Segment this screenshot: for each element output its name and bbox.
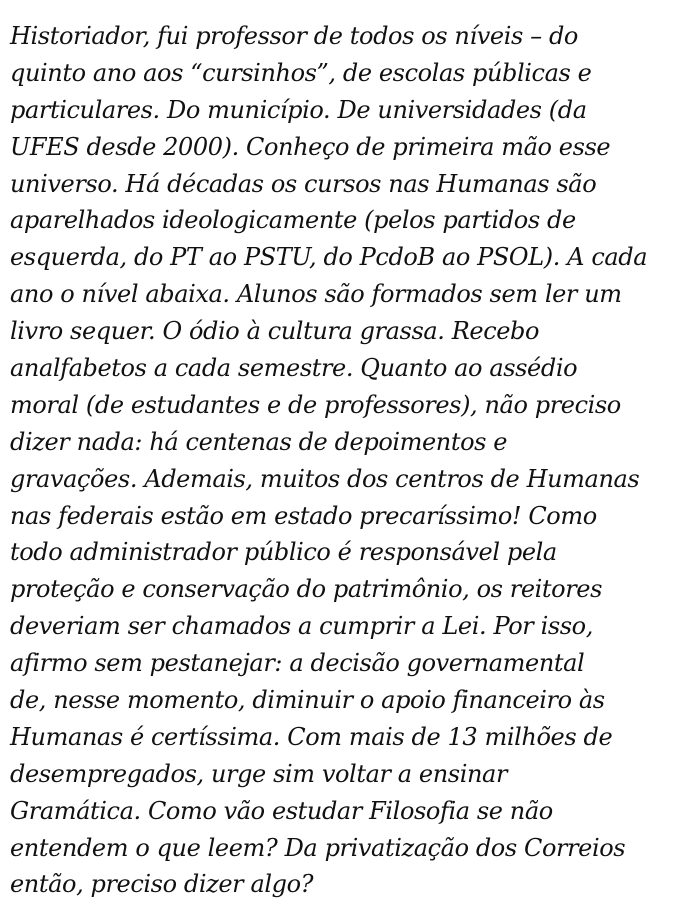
text-line-17: deveriam ser chamados a cumprir a Lei. Por isso,	[10, 612, 593, 641]
text-line-1: Historiador, fui professor de todos os níveis – do	[10, 22, 578, 50]
text-line-7: esquerda, do PT ao PSTU, do PcdoB ao PSOL). A cada	[10, 243, 648, 272]
handwritten-text-block	[10, 18, 690, 903]
text-line-24: então, preciso dizer algo?	[10, 870, 314, 899]
text-line-12: dizer nada: há centenas de depoimentos e	[10, 427, 508, 456]
text-line-11: moral (de estudantes e de professores), não preciso	[10, 390, 621, 419]
text-line-10: analfabetos a cada semestre. Quanto ao assédio	[10, 354, 578, 383]
text-line-19: de, nesse momento, diminuir o apoio financeiro às	[10, 686, 605, 715]
text-line-6: aparelhados ideologicamente (pelos partidos de	[10, 206, 576, 235]
text-line-23: entendem o que leem? Da privatização dos Correios	[10, 833, 626, 862]
text-line-18: afirmo sem pestanejar: a decisão governamental	[10, 649, 585, 678]
text-line-9: livro sequer. O ódio à cultura grassa. Recebo	[10, 317, 540, 346]
text-line-5: universo. Há décadas os cursos nas Humanas são	[10, 169, 597, 198]
text-line-2: quinto ano aos “cursinhos”, de escolas públicas e	[10, 58, 592, 87]
text-line-21: desempregados, urge sim voltar a ensinar	[10, 759, 508, 788]
text-line-22: Gramática. Como vão estudar Filosofia se não	[10, 796, 553, 825]
text-line-15: todo administrador público é responsável pela	[10, 538, 557, 567]
text-line-14: nas federais estão em estado precaríssimo! Como	[10, 501, 597, 530]
text-line-3: particulares. Do município. De universidades (da	[10, 95, 587, 124]
text-line-4: UFES desde 2000). Conheço de primeira mão esse	[10, 132, 611, 161]
text-line-20: Humanas é certíssima. Com mais de 13 milhões de	[10, 722, 613, 751]
text-line-13: gravações. Ademais, muitos dos centros de Humanas	[10, 464, 640, 493]
text-line-8: ano o nível abaixa. Alunos são formados sem ler um	[10, 280, 622, 309]
text-line-16: proteção e conservação do patrimônio, os reitores	[10, 575, 603, 604]
